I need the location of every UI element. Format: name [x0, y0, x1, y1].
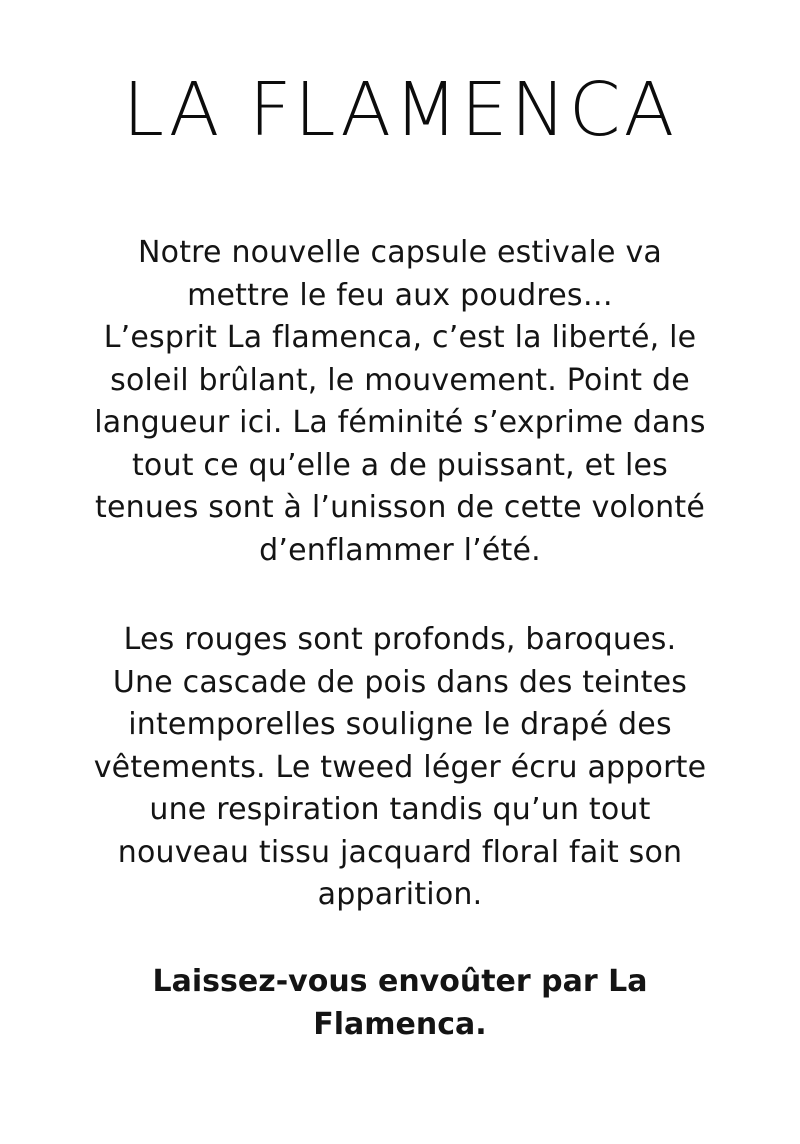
paragraph-line: Notre nouvelle capsule estivale va — [138, 235, 662, 270]
page-title: LA FLAMENCA — [122, 67, 678, 153]
paragraph-line: intemporelles souligne le drapé des — [128, 707, 672, 742]
closing-statement — [60, 960, 740, 1046]
intro-paragraph — [60, 232, 740, 572]
paragraph-line: Les rouges sont profonds, baroques. — [123, 622, 677, 657]
paragraph-line: d’enflammer l’été. — [259, 532, 541, 568]
paragraph-line: une respiration tandis qu’un tout — [149, 792, 651, 827]
paragraph-line: nouveau tissu jacquard floral fait son — [117, 834, 683, 870]
paragraph-line: Une cascade de pois dans des teintes — [112, 664, 688, 700]
description-paragraph — [60, 619, 740, 917]
paragraph-line: langueur ici. La féminité s’exprime dans — [94, 405, 706, 440]
paragraph-line: mettre le feu aux poudres… — [187, 277, 613, 313]
closing-line: Flamenca. — [313, 1007, 487, 1042]
paragraph-line: apparition. — [317, 877, 483, 912]
paragraph-line: L’esprit La flamenca, c’est la liberté, le — [103, 320, 697, 355]
paragraph-line: soleil brûlant, le mouvement. Point de — [110, 362, 690, 398]
paragraph-line: vêtements. Le tweed léger écru apporte — [93, 749, 707, 785]
paragraph-line: tout ce qu’elle a de puissant, et les — [131, 447, 669, 483]
closing-line: Laissez-vous envoûter par La — [152, 964, 648, 999]
paragraph-line: tenues sont à l’unisson de cette volonté — [94, 490, 706, 525]
